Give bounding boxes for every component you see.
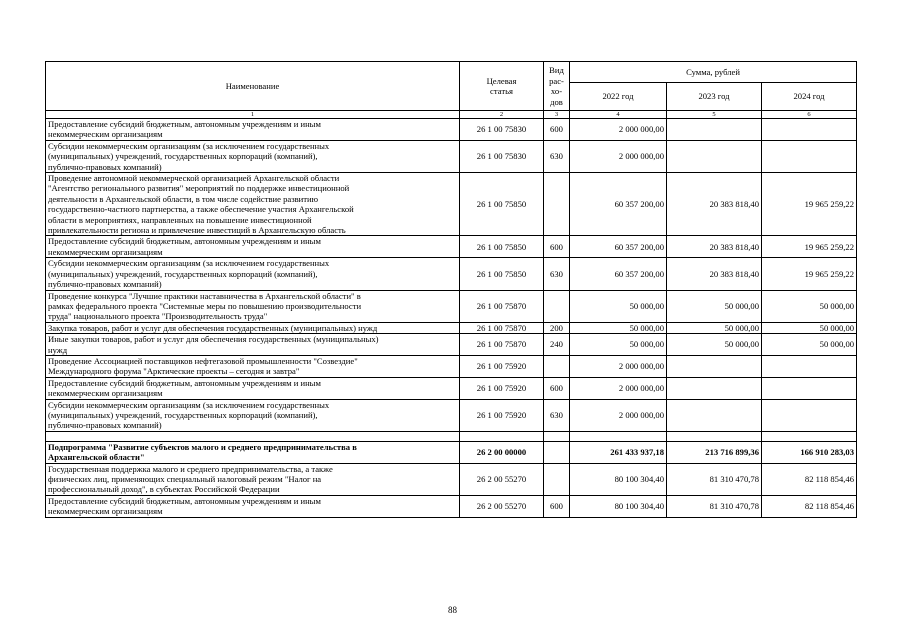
row-expense-type: 200 [544, 322, 570, 333]
table-row [46, 399, 857, 431]
column-number: 5 [667, 111, 762, 119]
row-amount-2024: 19 965 259,22 [762, 258, 857, 290]
row-target-article: 26 2 00 55270 [460, 495, 544, 517]
row-amount-2023 [667, 119, 762, 141]
row-amount-2024 [762, 119, 857, 141]
row-name: Подпрограмма "Развитие субъектов малого и среднего предпринимательства в Архангельской области" [46, 441, 460, 463]
row-name: Проведение Ассоциацией поставщиков нефтегазовой промышленности "Созвездие" Международного форума "Арктические проекты – сегодня и завтра" [46, 355, 460, 377]
row-amount-2023: 81 310 470,78 [667, 463, 762, 495]
row-amount-2022: 261 433 937,18 [570, 441, 667, 463]
row-name: Закупка товаров, работ и услуг для обеспечения государственных (муниципальных) нужд [46, 322, 460, 333]
row-amount-2022: 60 357 200,00 [570, 173, 667, 236]
table-row [46, 322, 857, 333]
column-number: 2 [460, 111, 544, 119]
row-amount-2023: 50 000,00 [667, 290, 762, 322]
column-number: 6 [762, 111, 857, 119]
row-target-article: 26 1 00 75920 [460, 377, 544, 399]
column-number: 3 [544, 111, 570, 119]
header-target-article: Целевая статья [460, 62, 544, 111]
row-amount-2023 [667, 140, 762, 172]
empty-cell [460, 431, 544, 441]
row-target-article: 26 1 00 75920 [460, 355, 544, 377]
header-year-2024: 2024 год [762, 83, 857, 111]
row-amount-2024 [762, 140, 857, 172]
row-target-article: 26 1 00 75850 [460, 258, 544, 290]
row-amount-2023: 20 383 818,40 [667, 236, 762, 258]
row-amount-2024 [762, 355, 857, 377]
row-amount-2022: 80 100 304,40 [570, 463, 667, 495]
row-amount-2024 [762, 377, 857, 399]
row-name: Предоставление субсидий бюджетным, автономным учреждениям и иным некоммерческим организациям [46, 236, 460, 258]
row-amount-2024: 50 000,00 [762, 322, 857, 333]
table-row [46, 377, 857, 399]
row-amount-2022: 50 000,00 [570, 290, 667, 322]
row-target-article: 26 1 00 75850 [460, 173, 544, 236]
row-name: Субсидии некоммерческим организациям (за исключением государственных (муниципальных) учреждений, государственных корпораций (компаний), публично-правовых компаний) [46, 140, 460, 172]
header-year-2022: 2022 год [570, 83, 667, 111]
row-expense-type [544, 463, 570, 495]
row-name: Субсидии некоммерческим организациям (за исключением государственных (муниципальных) учреждений, государственных корпораций (компаний), публично-правовых компаний) [46, 258, 460, 290]
row-name: Проведение конкурса "Лучшие практики наставничества в Архангельской области" в рамках федерального проекта "Системные меры по повышению производительности труда" национального проекта "Производительность труда" [46, 290, 460, 322]
row-target-article: 26 2 00 00000 [460, 441, 544, 463]
row-name: Предоставление субсидий бюджетным, автономным учреждениям и иным некоммерческим организациям [46, 377, 460, 399]
row-name: Предоставление субсидий бюджетным, автономным учреждениям и иным некоммерческим организациям [46, 495, 460, 517]
row-target-article: 26 1 00 75870 [460, 290, 544, 322]
row-amount-2022: 80 100 304,40 [570, 495, 667, 517]
empty-cell [762, 431, 857, 441]
row-target-article: 26 1 00 75870 [460, 322, 544, 333]
row-amount-2022: 60 357 200,00 [570, 258, 667, 290]
table-body [46, 119, 857, 518]
table-row [46, 140, 857, 172]
row-expense-type: 630 [544, 399, 570, 431]
table-row [46, 441, 857, 463]
table-row [46, 495, 857, 517]
row-name: Проведение автономной некоммерческой организацией Архангельской области "Агентство регионального развития" мероприятий по поддержке инвестиционной деятельности в Архангельской области, в том числе содействие развитию государственно-частного партнерства, а также обеспечение участия Архангельской области в мероприятиях, направленных на повышение инвестиционной привлекательности региона и привлечение инвестиций в Архангельскую область [46, 173, 460, 236]
row-amount-2024: 50 000,00 [762, 334, 857, 356]
row-amount-2024: 166 910 283,03 [762, 441, 857, 463]
row-amount-2024: 82 118 854,46 [762, 463, 857, 495]
row-expense-type [544, 173, 570, 236]
row-amount-2022: 2 000 000,00 [570, 355, 667, 377]
row-name: Государственная поддержка малого и среднего предпринимательства, а также физических лиц, применяющих специальный налоговый режим "Налог на профессиональный доход", в субъектах Российской Федерации [46, 463, 460, 495]
empty-cell [46, 431, 460, 441]
row-target-article: 26 2 00 55270 [460, 463, 544, 495]
table-row [46, 290, 857, 322]
row-amount-2023 [667, 355, 762, 377]
table-row [46, 258, 857, 290]
row-target-article: 26 1 00 75920 [460, 399, 544, 431]
row-expense-type [544, 441, 570, 463]
page-number: 88 [448, 605, 457, 615]
row-expense-type: 600 [544, 377, 570, 399]
row-expense-type: 600 [544, 495, 570, 517]
row-amount-2023: 50 000,00 [667, 322, 762, 333]
row-expense-type [544, 355, 570, 377]
row-expense-type [544, 290, 570, 322]
table-row [46, 355, 857, 377]
empty-cell [544, 431, 570, 441]
table-row [46, 463, 857, 495]
row-amount-2024: 19 965 259,22 [762, 236, 857, 258]
header-name: Наименование [46, 62, 460, 111]
column-number: 1 [46, 111, 460, 119]
empty-cell [667, 431, 762, 441]
row-amount-2023: 81 310 470,78 [667, 495, 762, 517]
row-amount-2023 [667, 399, 762, 431]
row-amount-2022: 2 000 000,00 [570, 399, 667, 431]
column-number: 4 [570, 111, 667, 119]
row-amount-2023: 20 383 818,40 [667, 258, 762, 290]
table-row [46, 334, 857, 356]
budget-table [45, 61, 857, 518]
row-amount-2022: 50 000,00 [570, 334, 667, 356]
header-year-2023: 2023 год [667, 83, 762, 111]
header-expense-type: Вид рас- хо- дов [544, 62, 570, 111]
table-row [46, 119, 857, 141]
header-sum: Сумма, рублей [570, 62, 857, 83]
row-expense-type: 600 [544, 119, 570, 141]
row-target-article: 26 1 00 75870 [460, 334, 544, 356]
row-amount-2022: 2 000 000,00 [570, 377, 667, 399]
row-amount-2022: 2 000 000,00 [570, 140, 667, 172]
row-expense-type: 600 [544, 236, 570, 258]
row-expense-type: 630 [544, 140, 570, 172]
row-target-article: 26 1 00 75830 [460, 140, 544, 172]
row-amount-2022: 2 000 000,00 [570, 119, 667, 141]
row-name: Иные закупки товаров, работ и услуг для обеспечения государственных (муниципальных) нужд [46, 334, 460, 356]
row-amount-2023 [667, 377, 762, 399]
row-expense-type: 630 [544, 258, 570, 290]
row-amount-2024: 50 000,00 [762, 290, 857, 322]
row-amount-2024: 82 118 854,46 [762, 495, 857, 517]
row-amount-2024 [762, 399, 857, 431]
empty-cell [570, 431, 667, 441]
row-target-article: 26 1 00 75830 [460, 119, 544, 141]
row-amount-2022: 60 357 200,00 [570, 236, 667, 258]
row-amount-2023: 20 383 818,40 [667, 173, 762, 236]
table-row [46, 236, 857, 258]
row-amount-2023: 213 716 899,36 [667, 441, 762, 463]
row-expense-type: 240 [544, 334, 570, 356]
row-amount-2023: 50 000,00 [667, 334, 762, 356]
row-amount-2024: 19 965 259,22 [762, 173, 857, 236]
table-row [46, 173, 857, 236]
table-row [46, 431, 857, 441]
row-target-article: 26 1 00 75850 [460, 236, 544, 258]
row-name: Предоставление субсидий бюджетным, автономным учреждениям и иным некоммерческим организациям [46, 119, 460, 141]
row-amount-2022: 50 000,00 [570, 322, 667, 333]
row-name: Субсидии некоммерческим организациям (за исключением государственных (муниципальных) учреждений, государственных корпораций (компаний), публично-правовых компаний) [46, 399, 460, 431]
